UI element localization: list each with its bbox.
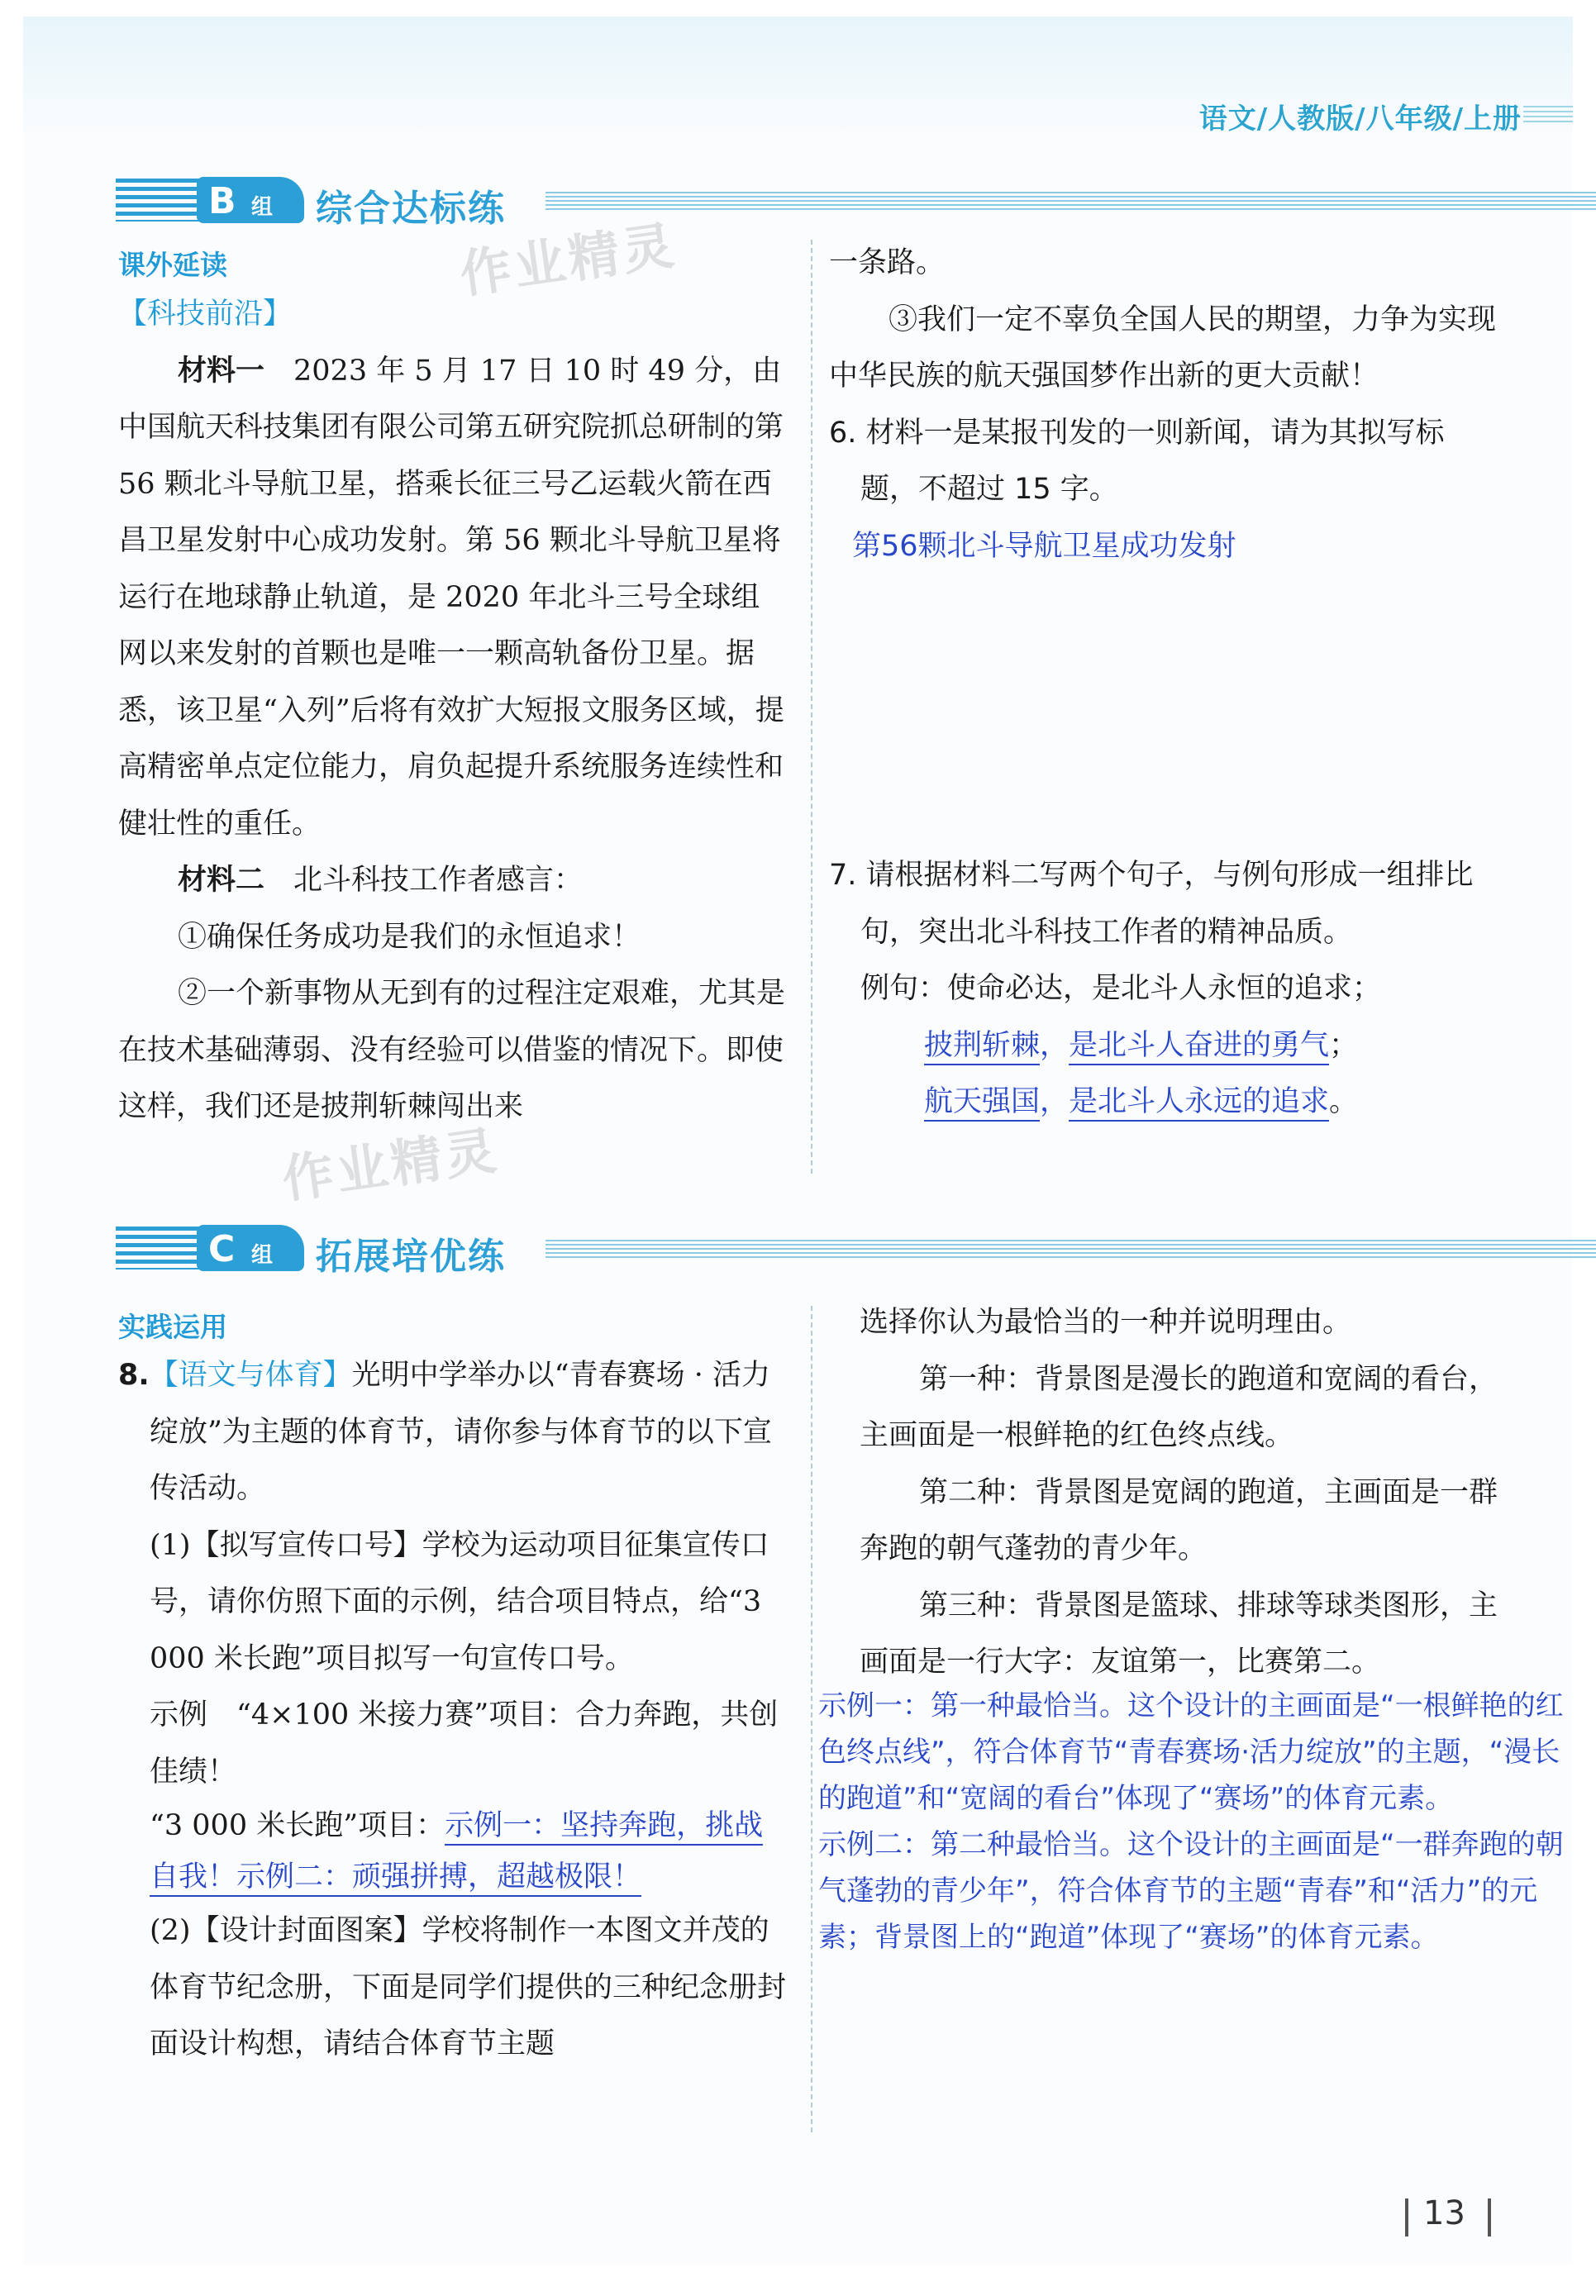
- question-8-tag: 【语文与体育】: [149, 1359, 352, 1392]
- page-number-bar-left: [1405, 2198, 1408, 2236]
- header-stripes: [1523, 106, 1573, 124]
- answer-7-comma-2: ，: [1040, 1085, 1070, 1118]
- material-2-text: 北斗科技工作者感言：: [264, 864, 584, 897]
- answer-8-1-text: 示例一：坚持奔跑，挑战自我！示例二：顽强拼搏，超越极限！: [150, 1809, 763, 1897]
- section-title: 拓展培优练: [316, 1236, 506, 1278]
- group-zu: 组: [251, 195, 274, 220]
- answer-7-1a: 披荆斩棘: [924, 1029, 1040, 1065]
- question-8: [118, 1347, 792, 1517]
- continuation-text: 选择你认为最恰当的一种并说明理由。: [860, 1306, 1352, 1339]
- material-2-item-3: ③我们一定不辜负全国人民的期望，力争为实现中华民族的航天强国梦作出新的更大贡献！: [829, 302, 1497, 393]
- answer-7-2a: 航天强国: [924, 1085, 1040, 1122]
- group-letter: B: [208, 180, 236, 222]
- c-right-column: [860, 1294, 1504, 1691]
- b-left-column: [118, 286, 788, 1136]
- column-divider-2: [811, 1306, 812, 2132]
- c-left-column: [118, 1347, 792, 2073]
- answer-7-1b: 是北斗人奋进的勇气: [1069, 1029, 1329, 1065]
- continuation-text: 一条路。: [829, 246, 946, 279]
- answer-7-2b: 是北斗人永远的追求: [1069, 1085, 1329, 1122]
- question-8-number: 8.: [118, 1359, 150, 1392]
- question-6: 6. 材料一是某报刊发的一则新闻，请为其拟写标题，不超过 15 字。: [829, 416, 1445, 506]
- watermark: 作业精灵: [455, 214, 681, 305]
- group-badge: [197, 1225, 304, 1271]
- material-1: [118, 343, 788, 853]
- group-zu: 组: [251, 1243, 274, 1268]
- tech-tag: 【科技前沿】: [118, 298, 293, 331]
- answer-7-end-1: ；: [1329, 1028, 1359, 1062]
- subheading-extended-reading: 课外延读: [118, 249, 227, 281]
- answer-8-2: [818, 1683, 1570, 1960]
- question-8-part-1-example: 示例 “4×100 米接力赛”项目：合力奔跑，共创佳绩！: [150, 1698, 779, 1789]
- banner-stripes: [116, 1227, 207, 1269]
- material-1-label: 材料一: [178, 354, 265, 388]
- material-2-label: 材料二: [178, 864, 265, 897]
- answer-7-line-2: [829, 1074, 1498, 1131]
- answer-7-line-1: [829, 1017, 1498, 1074]
- question-8-part-1: (1)【拟写宣传口号】学校为运动项目征集宣传口号，请你仿照下面的示例，结合项目特点，给“3 000 米长跑”项目拟写一句宣传口号。: [150, 1528, 769, 1675]
- b-right-column: [829, 235, 1498, 1131]
- option-1: 第一种：背景图是漫长的跑道和宽阔的看台，主画面是一根鲜艳的红色终点线。: [860, 1362, 1498, 1452]
- group-badge: [197, 177, 304, 223]
- section-title: 综合达标练: [316, 188, 506, 230]
- subheading-practice: 实践运用: [118, 1311, 227, 1343]
- option-3: 第三种：背景图是篮球、排球等球类图形，主画面是一行大字：友谊第一，比赛第二。: [860, 1589, 1498, 1679]
- material-1-text: 2023 年 5 月 17 日 10 时 49 分，由中国航天科技集团有限公司第五研究院抓总研制的第 56 颗北斗导航卫星，搭乘长征三号乙运载火箭在西昌卫星发射中心成功发射。第 56 颗北斗导航卫星将运行在地球静止轨道，是 2020 年北斗三号全球组网以来发射的首颗也是唯一一颗高轨备份卫星。据悉，该卫星“入列”后将有效扩大短报文服务区域，提高精密单点定位能力，肩负起提升系统服务连续性和健壮性的重任。: [118, 354, 784, 841]
- question-8-text: 光明中学举办以“青春赛场 · 活力绽放”为主题的体育节，请你参与体育节的以下宣传活动。: [150, 1359, 772, 1505]
- question-8-part-2: (2)【设计封面图案】学校将制作一本图文并茂的体育节纪念册，下面是同学们提供的三种纪念册封面设计构想，请结合体育节主题: [150, 1914, 787, 2060]
- option-2: 第二种：背景图是宽阔的跑道，主画面是一群奔跑的朝气蓬勃的青少年。: [860, 1475, 1498, 1565]
- column-divider: [811, 240, 812, 1174]
- question-7: 7. 请根据材料二写两个句子，与例句形成一组排比句，突出北斗科技工作者的精神品质。: [829, 859, 1474, 949]
- answer-6: 第56颗北斗导航卫星成功发射: [852, 529, 1236, 563]
- answer-8-1: [118, 1800, 792, 1903]
- answer-space: [829, 574, 1498, 847]
- material-2-item-1: ①确保任务成功是我们的永恒追求！: [178, 920, 641, 954]
- book-info-label: 语文/人教版/八年级/上册: [1198, 102, 1522, 136]
- answer-8-2-example-2: 示例二：第二种最恰当。这个设计的主画面是“一群奔跑的朝气蓬勃的青少年”，符合体育节的主题“青春”和“活力”的元素；背景图上的“跑道”体现了“赛场”的体育元素。: [818, 1828, 1564, 1954]
- answer-7-end-2: 。: [1329, 1085, 1359, 1118]
- banner-rule: [545, 1240, 1596, 1258]
- banner-rule: [545, 192, 1596, 210]
- question-7-example: 例句：使命必达，是北斗人永恒的追求；: [860, 972, 1382, 1005]
- material-2: [118, 852, 788, 909]
- watermark-2: 作业精灵: [278, 1119, 503, 1210]
- page-number-bar-right: [1488, 2198, 1491, 2236]
- answer-7-comma-1: ，: [1040, 1028, 1070, 1062]
- page-number: 13: [1423, 2194, 1465, 2232]
- group-letter: C: [208, 1228, 236, 1270]
- answer-8-2-example-1: 示例一：第一种最恰当。这个设计的主画面是“一根鲜艳的红色终点线”，符合体育节“青春赛场·活力绽放”的主题，“漫长的跑道”和“宽阔的看台”体现了“赛场”的体育元素。: [818, 1689, 1564, 1815]
- answer-8-1-prompt: “3 000 米长跑”项目：: [150, 1809, 445, 1842]
- material-2-item-2: ②一个新事物从无到有的过程注定艰难，尤其是在技术基础薄弱、没有经验可以借鉴的情况下。即使这样，我们还是披荆斩棘闯出来: [118, 977, 786, 1123]
- banner-stripes: [116, 179, 207, 222]
